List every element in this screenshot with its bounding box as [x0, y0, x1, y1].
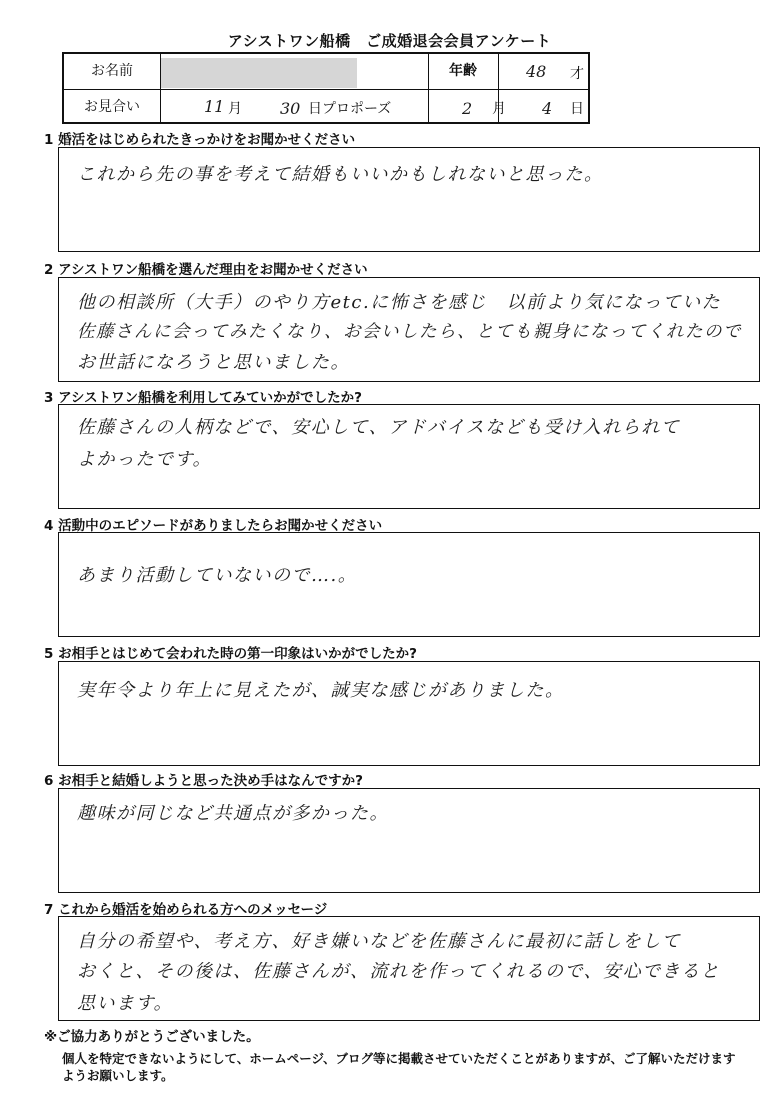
age-label: 年齢 [449, 63, 477, 79]
proposal-day-unit: 日 [570, 101, 584, 117]
question-4-answer [58, 532, 760, 637]
proposal-month: 2 [462, 99, 473, 118]
answer-line: 佐藤さんに会ってみたくなり、お会いしたら、とても親身になってくれたので [77, 322, 742, 342]
age-unit: 才 [570, 66, 584, 82]
answer-line: 他の相談所（大手）のやり方etc.に怖さを感じ 以前より気になっていた [77, 292, 722, 313]
name-redaction [161, 58, 357, 88]
proposal-label: プロポーズ [322, 101, 392, 117]
question-2-label: 2 アシストワン船橋を選んだ理由をお聞かせください [44, 262, 368, 278]
meeting-month: 11 [204, 97, 225, 116]
question-7-label: 7 これから婚活を始められる方へのメッセージ [44, 902, 328, 918]
question-1-label: 1 婚活をはじめられたきっかけをお聞かせください [44, 132, 356, 148]
answer-line: 実年令より年上に見えたが、誠実な感じがありました。 [77, 680, 565, 701]
answer-line: 趣味が同じなど共通点が多かった。 [77, 803, 389, 824]
name-label: お名前 [91, 63, 133, 79]
question-7-answer [58, 916, 760, 1021]
answer-line: おくと、その後は、佐藤さんが、流れを作ってくれるので、安心できると [77, 961, 721, 982]
question-2-answer [58, 277, 760, 382]
question-3-answer [58, 404, 760, 509]
proposal-day: 4 [542, 99, 553, 118]
answer-line: お世話になろうと思いました。 [77, 352, 350, 373]
answer-line: これから先の事を考えて結婚もいいかもしれないと思った。 [77, 164, 604, 185]
age-value: 48 [526, 62, 547, 81]
question-1-answer [58, 147, 760, 252]
meeting-day: 30 [280, 99, 301, 118]
proposal-month-unit: 月 [492, 101, 506, 117]
question-5-answer [58, 661, 760, 766]
question-4-label: 4 活動中のエピソードがありましたらお聞かせください [44, 518, 383, 534]
answer-line: 自分の希望や、考え方、好き嫌いなどを佐藤さんに最初に話しをして [77, 931, 682, 952]
survey-title: アシストワン船橋 ご成婚退会会員アンケート [227, 32, 552, 50]
question-3-label: 3 アシストワン船橋を利用してみていかがでしたか? [44, 390, 362, 406]
meeting-month-unit: 月 [228, 101, 242, 117]
answer-line: 思います。 [77, 993, 174, 1014]
question-6-label: 6 お相手と結婚しようと思った決め手はなんですか? [44, 773, 363, 789]
privacy-note: 個人を特定できないようにして、ホームページ、ブログ等に掲載させていただくことがありますが、ご了解いただけますようお願いします。 [62, 1051, 736, 1083]
answer-line: 佐藤さんの人柄などで、安心して、アドバイスなども受け入れられて [77, 417, 681, 438]
question-5-label: 5 お相手とはじめて会われた時の第一印象はいかがでしたか? [44, 646, 417, 662]
member-info-table [62, 52, 590, 124]
meeting-day-unit: 日 [308, 101, 322, 117]
meeting-label: お見合い [84, 99, 140, 115]
answer-line: あまり活動していないので….。 [77, 565, 358, 586]
thanks-note: ※ご協力ありがとうございました。 [44, 1029, 260, 1045]
answer-line: よかったです。 [77, 449, 213, 470]
question-6-answer [58, 788, 760, 893]
